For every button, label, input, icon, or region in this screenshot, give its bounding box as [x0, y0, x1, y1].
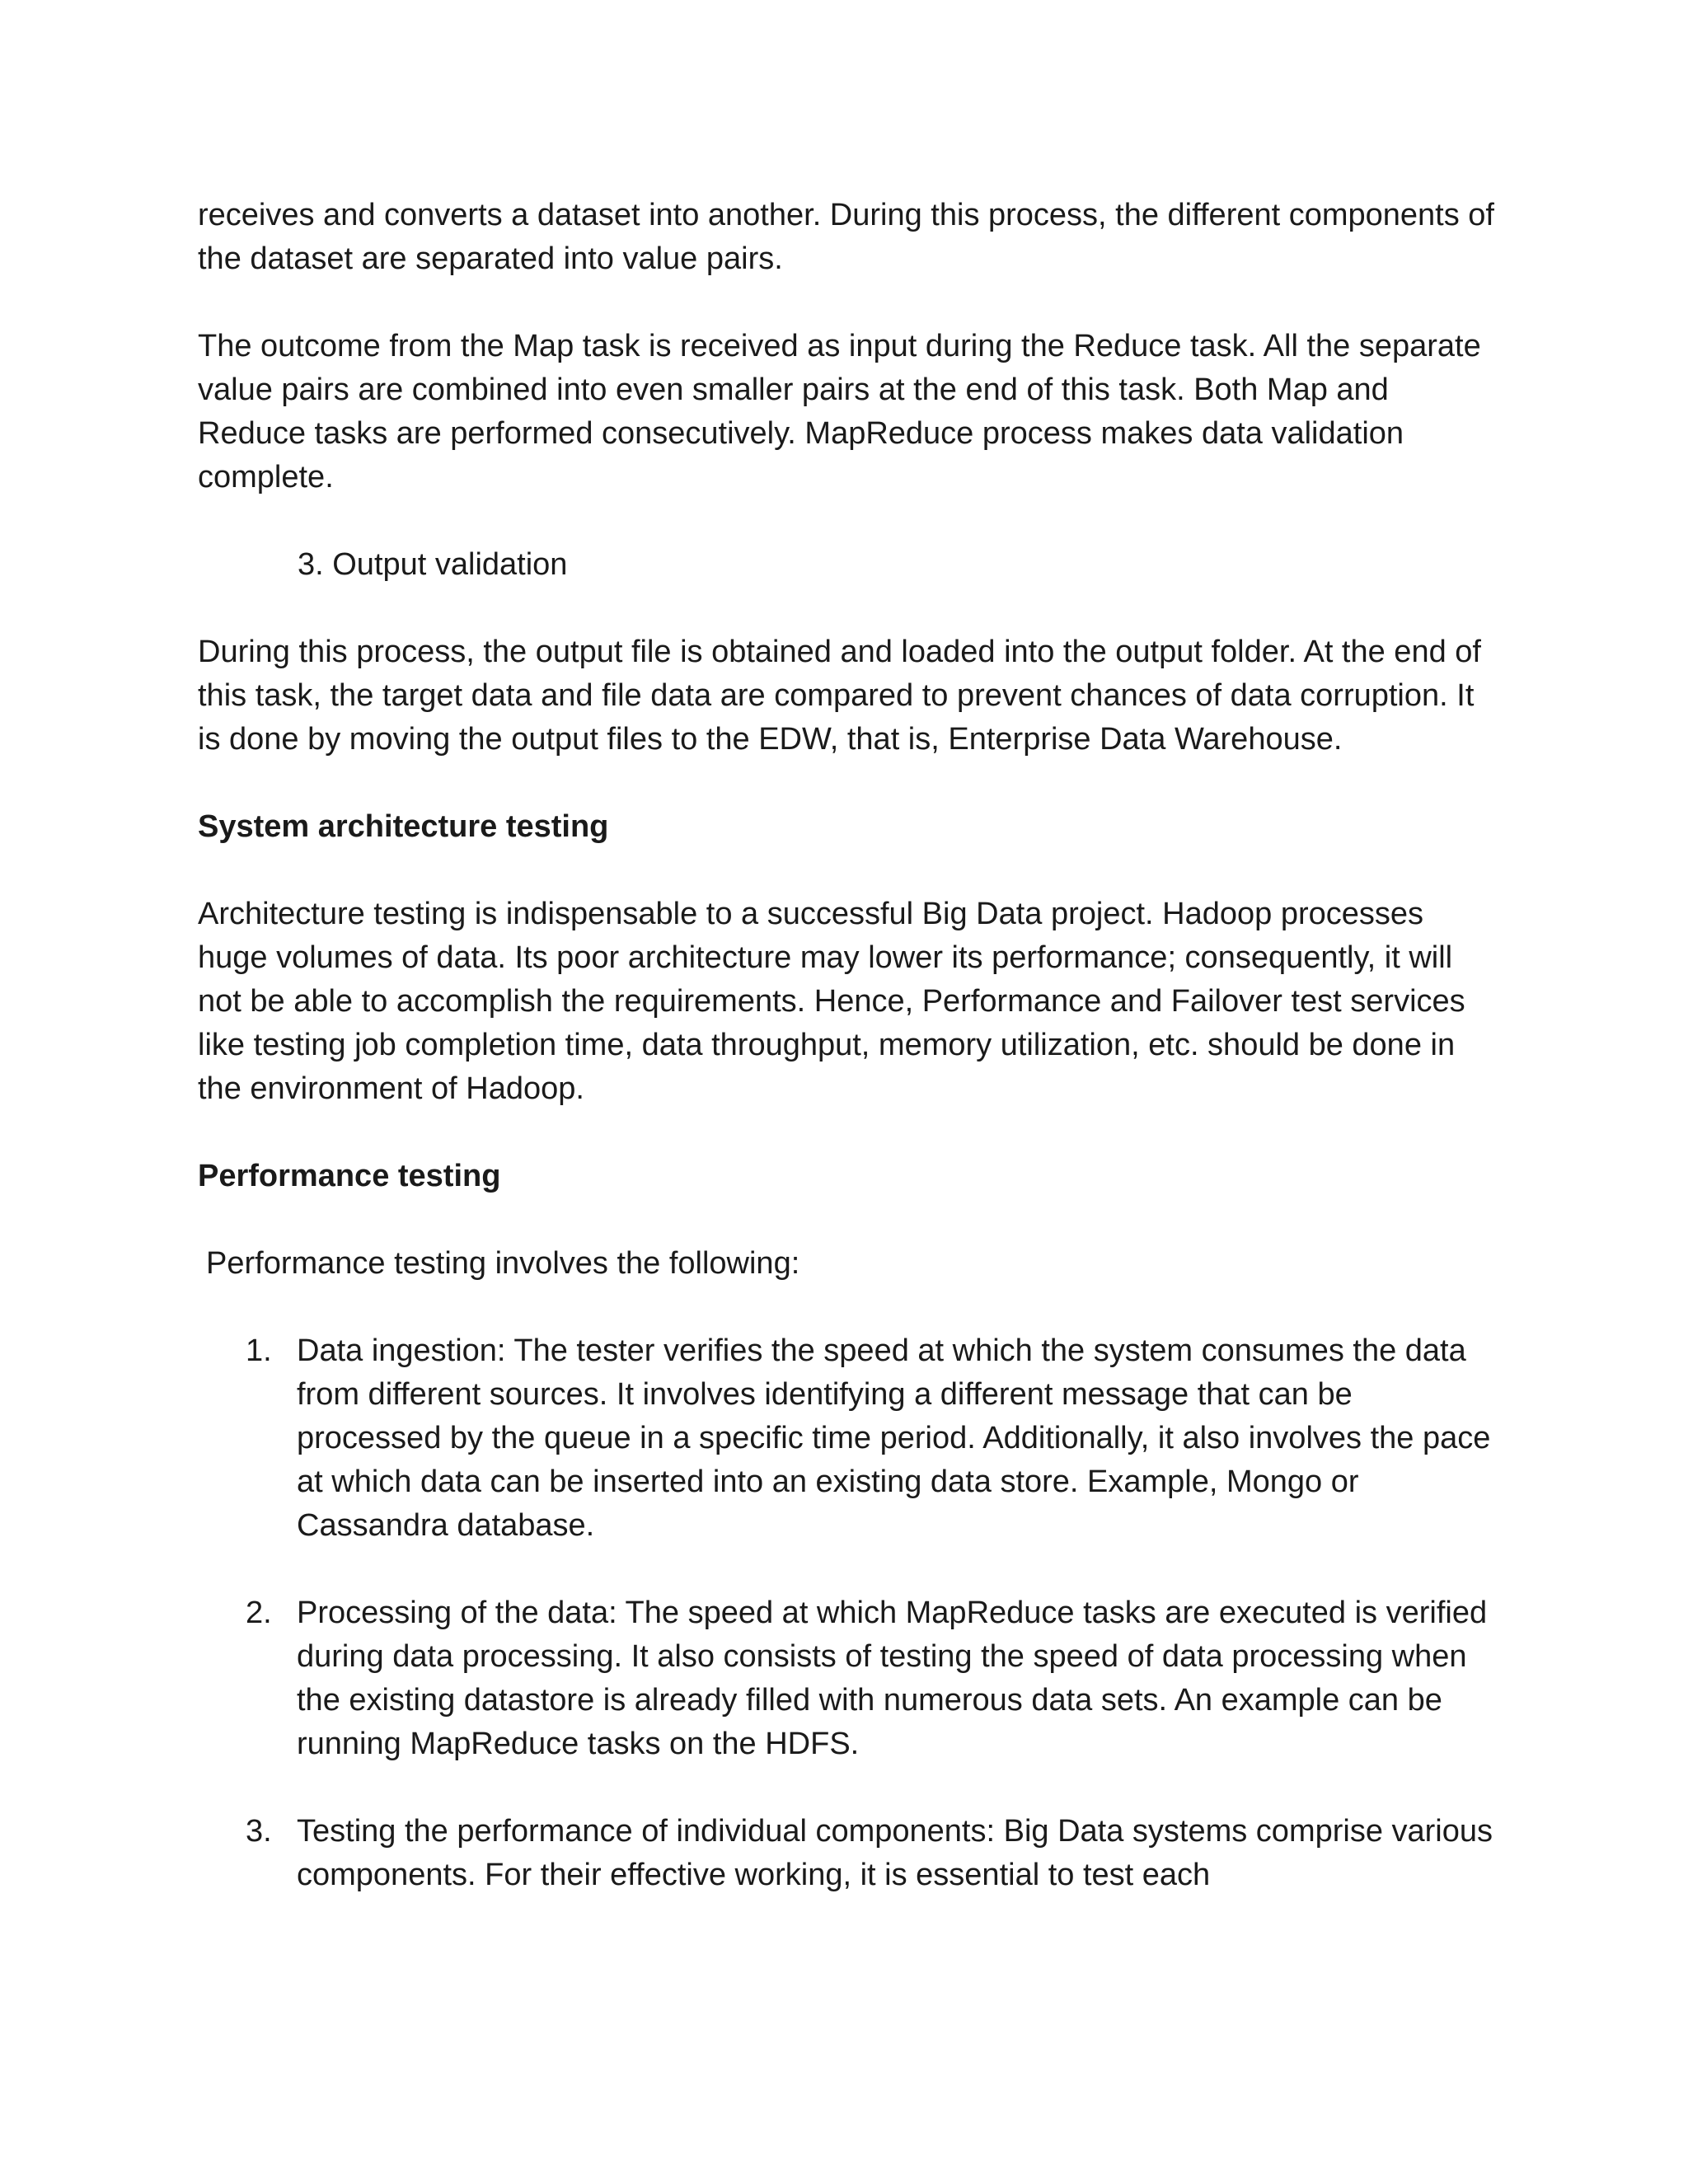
document-body [198, 194, 1500, 1897]
list-item [198, 1591, 1500, 1766]
list-item [198, 1810, 1500, 1897]
list-item-text: Data ingestion: The tester verifies the speed at which the system consumes the data from different sources. It involves identifying a different message that can be processed by the queue in a specific time period. Additionally, it also involves the pace at which data can be inserted into an existing data store. Example, Mongo or Cassandra database. [297, 1333, 1491, 1543]
heading-performance-testing: Performance testing [198, 1159, 501, 1193]
list-item-number: 3. [246, 1814, 272, 1849]
paragraph-architecture-testing: Architecture testing is indispensable to a successful Big Data project. Hadoop processes huge volumes of data. Its poor architecture may lower its performance; consequently, it will not be able to accomplish the requirements. Hence, Performance and Failover test services like testing job completion time, data throughput, memory utilization, etc. should be done in the environment of Hadoop. [198, 897, 1465, 1106]
paragraph-reduce-task: The outcome from the Map task is received as input during the Reduce task. All the separate value pairs are combined into even smaller pairs at the end of this task. Both Map and Reduce tasks are performed consecutively. MapReduce process makes data validation complete. [198, 329, 1481, 494]
list-item-text: Testing the performance of individual components: Big Data systems comprise various components. For their effective working, it is essential to test each [297, 1814, 1493, 1892]
list-item-number: 2. [246, 1596, 272, 1630]
list-item [198, 1329, 1500, 1548]
list-item-number: 1. [246, 1333, 272, 1368]
paragraph-mapreduce-intro: receives and converts a dataset into another. During this process, the different components of the dataset are separated into value pairs. [198, 198, 1494, 276]
paragraph-performance-intro: Performance testing involves the following: [206, 1246, 800, 1281]
output-validation-item: 3. Output validation [298, 547, 568, 582]
heading-system-architecture-testing: System architecture testing [198, 809, 609, 844]
performance-list [198, 1329, 1500, 1897]
list-item-text: Processing of the data: The speed at which MapReduce tasks are executed is verified during data processing. It also consists of testing the speed of data processing when the existing datastore is already filled with numerous data sets. An example can be running MapReduce tasks on the HDFS. [297, 1596, 1488, 1761]
paragraph-output-validation: During this process, the output file is obtained and loaded into the output folder. At the end of this task, the target data and file data are compared to prevent chances of data corruption. It is done by moving the output files to the EDW, that is, Enterprise Data Warehouse. [198, 635, 1481, 757]
